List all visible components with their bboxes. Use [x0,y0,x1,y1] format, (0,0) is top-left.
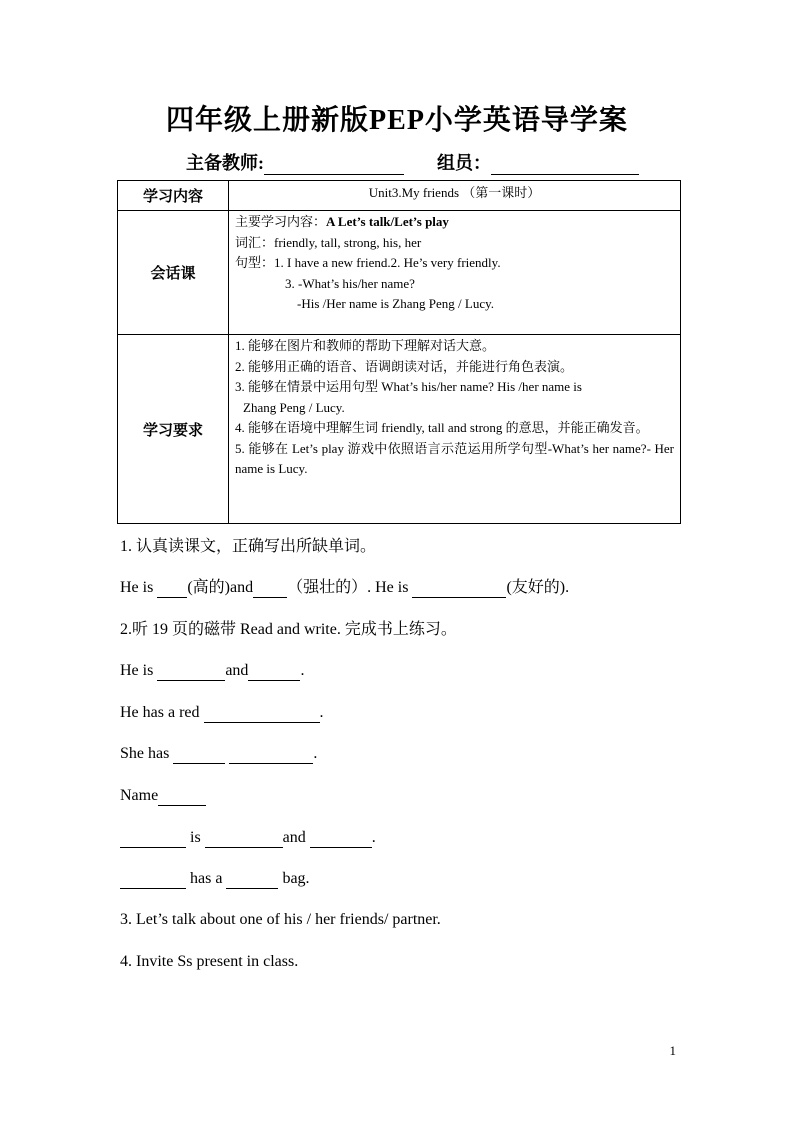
main-content-value: A Let’s talk/Let’s play [326,214,449,229]
question-1: 1. 认真读课文，正确写出所缺单词。 [120,538,377,555]
byline [186,149,639,175]
answer-blank[interactable] [229,747,313,764]
fill-line-5: Name [120,786,206,806]
unit-title: Unit3.My friends （第一课时） [229,181,681,211]
answer-blank[interactable] [204,706,320,723]
teacher-label: 主备教师: [186,153,264,173]
question-2: 2.听 19 页的磁带 Read and write. 完成书上练习。 [120,621,457,638]
fill-line-1: He is (高的)and （强壮的）. He is (友好的). [120,579,570,596]
member-blank[interactable] [491,156,639,175]
question-4: 4. Invite Ss present in class. [120,953,299,970]
table-row [118,335,681,524]
requirement-5: 5. 能够在 Let’s play 游戏中依照语言示范运用所学句型-What’s her name?- Her name is Lucy. [235,440,674,476]
answer-blank[interactable] [173,747,225,764]
answer-blank[interactable] [412,581,506,598]
answer-blank[interactable] [226,872,278,889]
requirement-1: 1. 能够在图片和教师的帮助下理解对话大意。 [235,338,496,353]
fill-line-6: is and . [120,828,376,848]
answer-blank[interactable] [120,831,186,848]
teacher-blank[interactable] [264,156,404,175]
table-row [118,181,681,211]
page-title: 四年级上册新版PEP小学英语导学案 [166,105,628,136]
main-content-label: 主要学习内容： [235,214,327,229]
member-label: 组员： [437,153,491,173]
requirements-cell [229,335,681,524]
page-number: 1 [669,1043,676,1058]
fill-line-2: He is and . [120,662,305,679]
table-row [118,211,681,335]
row-head-conversation: 会话课 [118,211,229,335]
pattern-line-3: -His /Her name is Zhang Peng / Lucy. [297,296,494,311]
answer-blank[interactable] [248,664,300,681]
answer-blank[interactable] [157,664,225,681]
question-3: 3. Let’s talk about one of his / her friends/ partner. [120,911,441,928]
requirement-3b: Zhang Peng / Lucy. [243,399,345,415]
answer-blank[interactable] [253,581,287,598]
fill-line-3: He has a red . [120,704,324,721]
answer-blank[interactable] [205,831,283,848]
conversation-cell [229,211,681,335]
requirement-2: 2. 能够用正确的语音、语调朗读对话，并能进行角色表演。 [235,358,574,374]
answer-blank[interactable] [158,789,206,806]
answer-blank[interactable] [310,831,372,848]
requirement-4: 4. 能够在语境中理解生词 friendly, tall and strong 的意思，并能正确发音。 [235,420,649,435]
answer-blank[interactable] [157,581,187,598]
row-head-requirements: 学习要求 [118,335,229,524]
vocab-line: 词汇：friendly, tall, strong, his, her [235,234,422,250]
pattern-line-2: 3. -What’s his/her name? [285,275,415,291]
fill-line-4: She has . [120,745,318,762]
requirement-3a: 3. 能够在情景中运用句型 What’s his/her name? His /her name is [235,379,582,394]
answer-blank[interactable] [120,872,186,889]
pattern-line-1: 句型：1. I have a new friend.2. He’s very friendly. [235,255,501,270]
fill-line-7: has a bag. [120,869,310,889]
row-head-content: 学习内容 [118,181,229,211]
lesson-plan-table [117,180,681,524]
